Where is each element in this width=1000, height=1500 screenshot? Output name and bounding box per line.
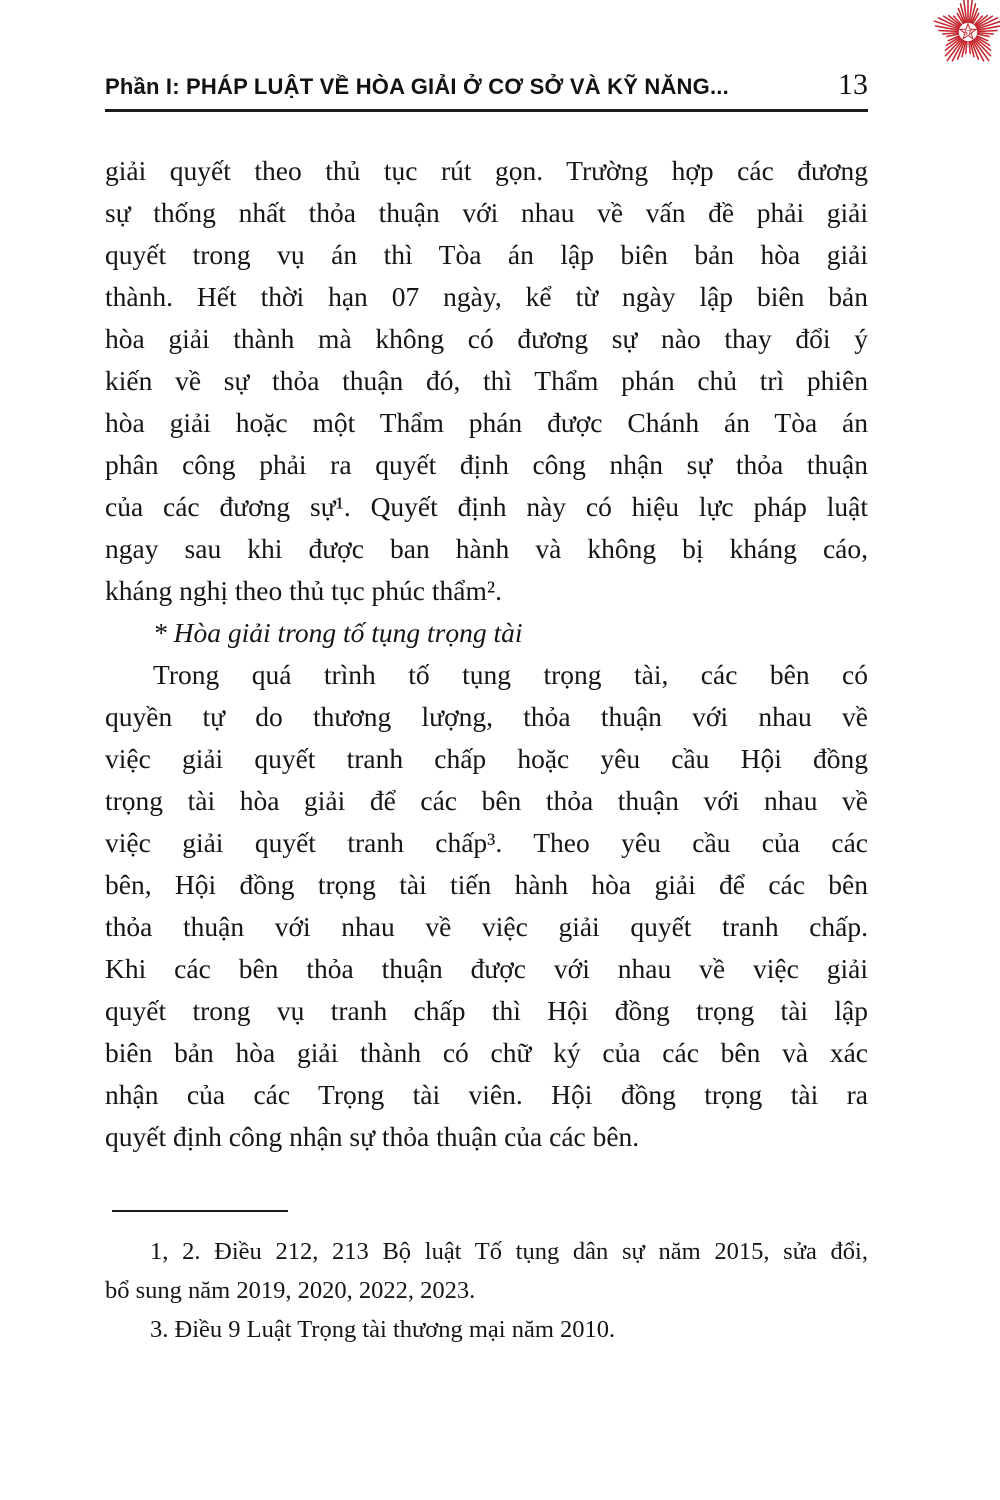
body-text-line: trọng tài hòa giải để các bên thỏa thuận với nhau về — [105, 785, 868, 816]
body-text-line: biên bản hòa giải thành có chữ ký của các bên và xác — [105, 1037, 868, 1068]
subsection-heading: * Hòa giải trong tố tụng trọng tài — [153, 617, 523, 648]
body-text-line: phân công phải ra quyết định công nhận sự thỏa thuận — [105, 449, 868, 480]
footnotes — [105, 1232, 868, 1349]
footnote-separator — [112, 1210, 288, 1212]
body-text-line: giải quyết theo thủ tục rút gọn. Trường hợp các đương — [105, 155, 868, 186]
body-text-line: sự thống nhất thỏa thuận với nhau về vấn đề phải giải — [105, 197, 868, 228]
body-text-line: hòa giải thành mà không có đương sự nào thay đổi ý — [105, 323, 868, 354]
body-text-line: quyết trong vụ tranh chấp thì Hội đồng trọng tài lập — [105, 995, 868, 1026]
footnote-line: bổ sung năm 2019, 2020, 2022, 2023. — [105, 1277, 476, 1304]
body-text-line: của các đương sự¹. Quyết định này có hiệu lực pháp luật — [105, 491, 868, 522]
body-text-line: Trong quá trình tố tụng trọng tài, các bên có — [153, 659, 868, 690]
body-text-line: việc giải quyết tranh chấp hoặc yêu cầu Hội đồng — [105, 743, 868, 774]
running-head-title: Phần I: PHÁP LUẬT VỀ HÒA GIẢI Ở CƠ SỞ VÀ KỸ NĂNG... — [105, 74, 729, 99]
body-text-line: nhận của các Trọng tài viên. Hội đồng trọng tài ra — [105, 1079, 868, 1110]
body-text-line: quyết định công nhận sự thỏa thuận của các bên. — [105, 1121, 640, 1152]
body-text-line: hòa giải hoặc một Thẩm phán được Chánh án Tòa án — [105, 407, 868, 438]
body-text-line: Khi các bên thỏa thuận được với nhau về việc giải — [105, 953, 868, 984]
body-text — [105, 150, 868, 1158]
page-header — [105, 70, 868, 100]
body-text-line: bên, Hội đồng trọng tài tiến hành hòa giải để các bên — [105, 869, 868, 900]
body-text-line: ngay sau khi được ban hành và không bị kháng cáo, — [105, 533, 868, 564]
body-text-line: thành. Hết thời hạn 07 ngày, kể từ ngày lập biên bản — [105, 281, 868, 312]
body-text-line: kiến về sự thỏa thuận đó, thì Thẩm phán chủ trì phiên — [105, 365, 868, 396]
footnote-line: 3. Điều 9 Luật Trọng tài thương mại năm 2010. — [150, 1316, 616, 1343]
footnote-line: 1, 2. Điều 212, 213 Bộ luật Tố tụng dân sự năm 2015, sửa đổi, — [150, 1238, 868, 1265]
header-rule — [105, 109, 868, 112]
body-text-line: quyết trong vụ án thì Tòa án lập biên bản hòa giải — [105, 239, 868, 270]
logo-monogram: ST — [963, 28, 973, 37]
page-number: 13 — [838, 68, 868, 101]
body-text-line: thỏa thuận với nhau về việc giải quyết tranh chấp. — [105, 911, 868, 942]
publisher-logo — [930, 0, 1000, 70]
body-text-line: kháng nghị theo thủ tục phúc thẩm². — [105, 575, 502, 606]
body-text-line: quyền tự do thương lượng, thỏa thuận với nhau về — [105, 701, 868, 732]
body-text-line: việc giải quyết tranh chấp³. Theo yêu cầu của các — [105, 827, 868, 858]
